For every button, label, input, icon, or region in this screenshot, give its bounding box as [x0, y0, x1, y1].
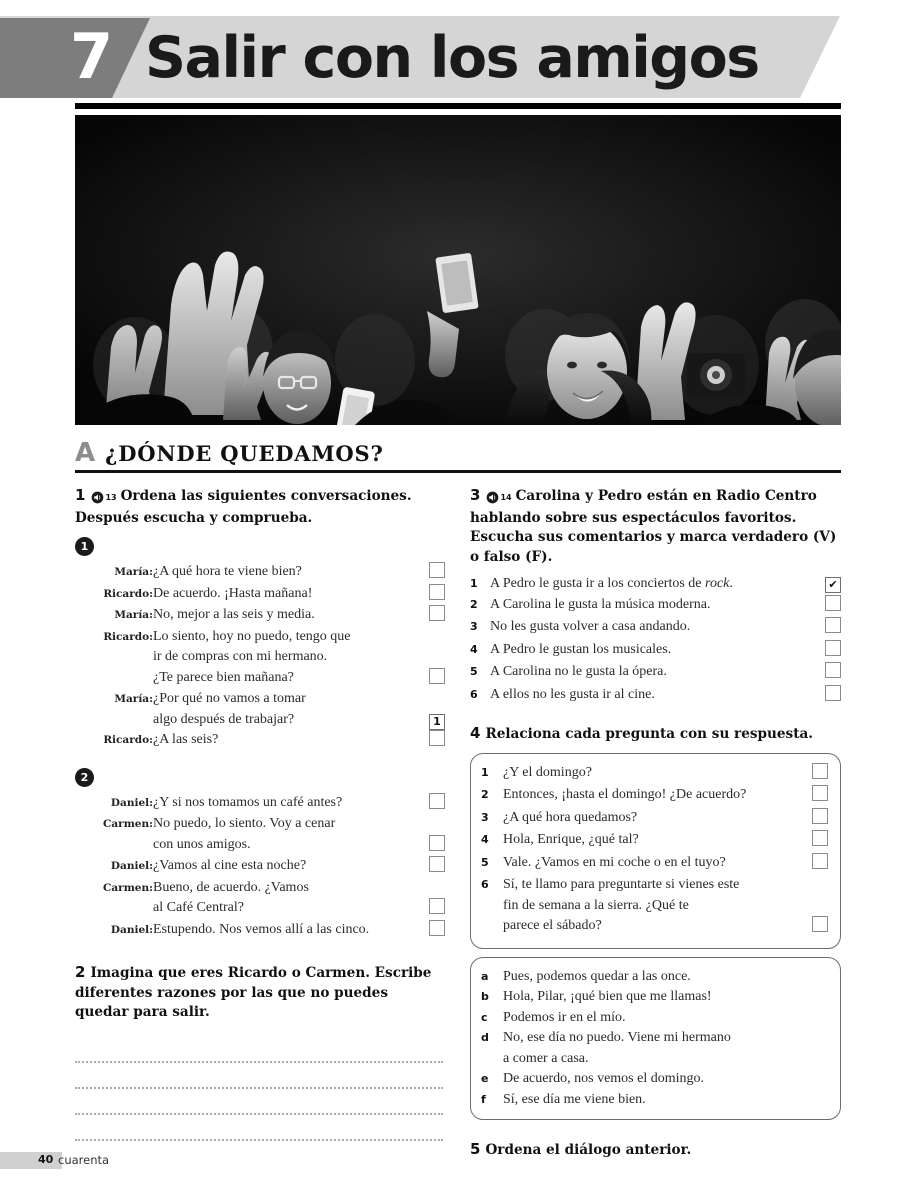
exercise-1-heading	[75, 486, 445, 528]
dialogue-line: ¿Vamos al cine esta noche?	[153, 858, 307, 873]
item-number: 6	[470, 687, 478, 701]
dialogue-line: ¿A las seis?	[153, 732, 219, 747]
order-box-cell[interactable]	[415, 562, 445, 584]
match-checkbox[interactable]	[812, 830, 828, 846]
dialogue-row	[75, 627, 445, 690]
dialogue-row	[75, 920, 445, 942]
match-checkbox[interactable]	[812, 763, 828, 779]
answer-line[interactable]	[75, 1037, 443, 1063]
dialogue-line-part: algo después de trabajar?	[153, 711, 295, 727]
audio-track-number: 13	[105, 493, 117, 502]
list-item	[470, 685, 841, 708]
vf-box-cell[interactable]	[823, 685, 841, 708]
item-number: 5	[481, 855, 489, 869]
list-item	[470, 640, 841, 663]
speaker-name: Carmen:	[103, 881, 153, 894]
order-box-cell[interactable]	[415, 627, 445, 690]
list-item	[481, 830, 828, 853]
item-number: 1	[470, 577, 478, 590]
list-item	[470, 574, 841, 595]
match-box-cell[interactable]	[810, 763, 828, 786]
item-text: Sí, ese día me viene bien.	[503, 1091, 646, 1107]
item-text-italic: rock	[705, 576, 730, 591]
answer-line[interactable]	[75, 1115, 443, 1141]
order-box-cell[interactable]	[415, 793, 445, 815]
speaker-name: Daniel:	[110, 923, 153, 936]
speaker-name: Carmen:	[103, 818, 153, 830]
item-number: 1	[481, 765, 489, 779]
vf-checkbox[interactable]	[825, 595, 841, 611]
match-box-cell[interactable]	[810, 853, 828, 876]
match-checkbox[interactable]	[812, 916, 828, 932]
speaker-name: María:	[114, 693, 153, 705]
order-box-cell[interactable]	[415, 730, 445, 752]
order-checkbox[interactable]	[429, 898, 445, 914]
exercise-2-answer-lines[interactable]	[75, 1037, 445, 1141]
dialogue-2-table	[75, 793, 445, 942]
exercise-2-instruction: Imagina que eres Ricardo o Carmen. Escribe diferentes razones por las que no puedes quedar para salir.	[75, 965, 432, 1020]
exercise-5-number: 5	[470, 1140, 481, 1158]
section-rule	[75, 470, 841, 473]
item-number: 2	[481, 788, 489, 801]
dialogue-line	[153, 627, 415, 690]
exercise-3-number: 3	[470, 486, 481, 504]
speaker-name: María:	[114, 609, 153, 621]
dialogue-line: No, mejor a las seis y media.	[153, 607, 315, 622]
order-checkbox-filled[interactable]: 1	[429, 714, 445, 730]
exercise-4-instruction: Relaciona cada pregunta con su respuesta.	[485, 726, 814, 742]
item-text: Hola, Enrique, ¿qué tal?	[503, 832, 639, 847]
exercise-4	[470, 724, 841, 1120]
dialogue-row	[75, 689, 445, 730]
dialogue-line: ¿Y si nos tomamos un café antes?	[153, 794, 343, 810]
dialogue-line-part: Bueno, de acuerdo. ¿Vamos	[153, 879, 309, 895]
list-item	[481, 1008, 828, 1029]
exercise-3	[470, 486, 841, 707]
dialogue-line	[153, 878, 415, 920]
dialogue-line: ¿A qué hora te viene bien?	[153, 564, 302, 579]
answer-line[interactable]	[75, 1089, 443, 1115]
list-item	[481, 1090, 828, 1111]
match-checkbox[interactable]	[812, 785, 828, 801]
answer-list	[481, 967, 828, 1111]
exercise-1-number: 1	[75, 486, 86, 504]
order-box-cell[interactable]	[415, 814, 445, 856]
question-list	[481, 763, 828, 939]
item-letter: b	[481, 990, 489, 1003]
dialogue-row	[75, 584, 445, 606]
dialogue-line-part: No puedo, lo siento. Voy a cenar	[153, 816, 336, 831]
list-item	[470, 617, 841, 640]
speaker-name: Daniel:	[110, 796, 153, 809]
dialogue-2-label: 2	[75, 768, 94, 787]
section-title: ¿DÓNDE QUEDAMOS?	[105, 441, 384, 466]
dialogue-row	[75, 878, 445, 920]
item-text: Pues, podemos quedar a las once.	[503, 968, 691, 984]
exercise-4-questions-box	[470, 753, 841, 949]
match-box-cell[interactable]	[810, 808, 828, 831]
section-heading	[75, 438, 841, 468]
left-column	[75, 486, 445, 1141]
dialogue-line-part: con unos amigos.	[153, 836, 251, 852]
item-number: 2	[470, 597, 478, 611]
exercise-3-statement-list	[470, 574, 841, 707]
dialogue-row	[75, 605, 445, 627]
vf-box-cell[interactable]	[823, 595, 841, 618]
item-letter: e	[481, 1072, 489, 1085]
banner-rule	[75, 103, 841, 109]
item-text-part: a comer a casa.	[503, 1050, 589, 1066]
order-checkbox[interactable]	[429, 835, 445, 851]
chapter-number: 7	[70, 20, 113, 93]
exercise-5-heading	[470, 1140, 841, 1161]
chapter-banner	[0, 16, 900, 98]
item-letter: d	[481, 1031, 489, 1044]
exercise-2-number: 2	[75, 963, 86, 981]
dialogue-line-part: ¿Te parece bien mañana?	[153, 669, 294, 685]
list-item	[481, 875, 828, 939]
exercise-4-number: 4	[470, 724, 481, 742]
item-text: Entonces, ¡hasta el domingo! ¿De acuerdo?	[503, 787, 747, 802]
exercise-1-instruction: Ordena las siguientes conversaciones. Después escucha y comprueba.	[75, 488, 412, 526]
vf-checkbox[interactable]	[825, 662, 841, 678]
item-text: ¿Y el domingo?	[503, 764, 592, 780]
dialogue-1-table	[75, 562, 445, 752]
match-box-cell[interactable]	[810, 785, 828, 808]
order-box-cell[interactable]	[415, 605, 445, 627]
concert-crowd-photo	[75, 115, 841, 425]
list-item	[470, 595, 841, 618]
item-text: De acuerdo, nos vemos el domingo.	[503, 1071, 705, 1086]
order-checkbox[interactable]	[429, 668, 445, 684]
item-letter: f	[481, 1092, 486, 1106]
list-item	[481, 1069, 828, 1090]
item-text-part: parece el sábado?	[503, 918, 602, 933]
item-text-part: fin de semana a la sierra. ¿Qué te	[503, 897, 689, 913]
exercise-3-instruction: Carolina y Pedro están en Radio Centro hablando sobre sus espectáculos favoritos. Escucha sus comentarios y marca verdadero (V) o falso (F).	[470, 488, 837, 565]
list-item	[481, 853, 828, 876]
answer-line[interactable]	[75, 1063, 443, 1089]
order-checkbox[interactable]	[429, 730, 445, 746]
item-text: Vale. ¿Vamos en mi coche o en el tuyo?	[503, 854, 726, 870]
vf-checkbox-checked[interactable]: ✔	[825, 577, 841, 593]
order-box-cell[interactable]	[415, 689, 445, 730]
dialogue-line-part: ir de compras con mi hermano.	[153, 649, 328, 664]
item-number: 6	[481, 878, 489, 891]
exercise-5-instruction: Ordena el diálogo anterior.	[485, 1142, 692, 1158]
vf-box-cell[interactable]	[823, 640, 841, 663]
item-text: A ellos no les gusta ir al cine.	[490, 686, 655, 702]
item-text-part: Sí, te llamo para preguntarte si vienes este	[503, 877, 740, 892]
dialogue-1-label: 1	[75, 537, 94, 556]
list-item	[481, 987, 828, 1008]
item-text: No les gusta volver a casa andando.	[490, 619, 691, 634]
speaker-name: Daniel:	[110, 860, 153, 872]
exercise-1	[75, 486, 445, 528]
vf-checkbox[interactable]	[825, 617, 841, 633]
exercise-4-answers-box	[470, 957, 841, 1121]
chapter-title: Salir con los amigos	[145, 25, 759, 91]
speaker-name: María:	[114, 566, 153, 578]
item-letter: c	[481, 1010, 488, 1024]
item-number: 4	[470, 642, 478, 656]
list-item	[481, 763, 828, 786]
speaker-name: Ricardo:	[103, 734, 153, 746]
page-number-word: cuarenta	[58, 1153, 110, 1167]
order-checkbox[interactable]	[429, 605, 445, 621]
exercise-2	[75, 963, 445, 1141]
dialogue-row	[75, 814, 445, 856]
speaker-name: Ricardo:	[103, 587, 153, 600]
dialogue-row	[75, 856, 445, 878]
item-text: Hola, Pilar, ¡qué bien que me llamas!	[503, 989, 712, 1004]
item-text-before: A Pedro le gusta ir a los conciertos de	[490, 576, 706, 591]
order-checkbox[interactable]	[429, 584, 445, 600]
match-box-cell[interactable]	[810, 830, 828, 853]
dialogue-2-block	[75, 768, 445, 942]
item-text: A Carolina no le gusta la ópera.	[490, 664, 667, 679]
item-text	[503, 1028, 828, 1069]
item-text	[503, 875, 810, 937]
speaker-name: Ricardo:	[103, 630, 153, 643]
list-item	[481, 1028, 828, 1069]
exercise-4-heading	[470, 724, 841, 745]
order-box-cell[interactable]	[415, 920, 445, 942]
order-box-cell[interactable]	[415, 584, 445, 606]
dialogue-1-block	[75, 537, 445, 752]
order-checkbox[interactable]	[429, 793, 445, 809]
order-checkbox[interactable]	[429, 920, 445, 936]
vf-checkbox[interactable]	[825, 640, 841, 656]
item-text: A Pedro le gustan los musicales.	[490, 641, 672, 657]
dialogue-row	[75, 730, 445, 752]
item-number: 3	[481, 810, 489, 824]
dialogue-row	[75, 793, 445, 815]
audio-track-number: 14	[500, 493, 512, 502]
item-number: 5	[470, 665, 478, 678]
order-checkbox[interactable]	[429, 856, 445, 872]
exercise-2-heading	[75, 963, 445, 1023]
page-number: 40	[38, 1153, 54, 1166]
match-checkbox[interactable]	[812, 808, 828, 824]
right-column	[470, 486, 841, 1161]
vf-box-cell[interactable]	[823, 617, 841, 640]
order-box-cell[interactable]	[415, 856, 445, 878]
dialogue-line	[153, 689, 415, 730]
item-letter: a	[481, 969, 489, 983]
item-number: 4	[481, 833, 489, 846]
item-text: ¿A qué hora quedamos?	[503, 809, 638, 825]
dialogue-line: De acuerdo. ¡Hasta mañana!	[153, 585, 313, 601]
dialogue-line-part: Lo siento, hoy no puedo, tengo que	[153, 628, 351, 644]
order-box-cell[interactable]	[415, 878, 445, 920]
audio-icon[interactable]	[91, 488, 116, 509]
list-item	[481, 967, 828, 988]
dialogue-line	[153, 814, 415, 856]
exercise-5	[470, 1140, 841, 1161]
dialogue-row	[75, 562, 445, 584]
dialogue-line-part: al Café Central?	[153, 900, 244, 915]
vf-checkbox[interactable]	[825, 685, 841, 701]
section-letter: A	[75, 438, 96, 468]
item-text-part: No, ese día no puedo. Viene mi hermano	[503, 1030, 731, 1045]
match-box-cell[interactable]	[810, 875, 828, 939]
audio-icon[interactable]	[486, 488, 511, 509]
item-number: 3	[470, 620, 478, 633]
list-item	[481, 808, 828, 831]
item-text: A Carolina le gusta la música moderna.	[490, 596, 711, 612]
match-checkbox[interactable]	[812, 853, 828, 869]
list-item	[481, 785, 828, 808]
item-text-after: .	[729, 576, 733, 591]
order-checkbox[interactable]	[429, 562, 445, 578]
exercise-3-heading	[470, 486, 841, 567]
vf-box-cell[interactable]	[823, 574, 841, 595]
vf-box-cell[interactable]	[823, 662, 841, 685]
dialogue-line: Estupendo. Nos vemos allí a las cinco.	[153, 921, 370, 937]
item-text: Podemos ir en el mío.	[503, 1009, 626, 1025]
dialogue-line-part: ¿Por qué no vamos a tomar	[153, 691, 306, 706]
item-text	[490, 574, 823, 595]
list-item	[470, 662, 841, 685]
